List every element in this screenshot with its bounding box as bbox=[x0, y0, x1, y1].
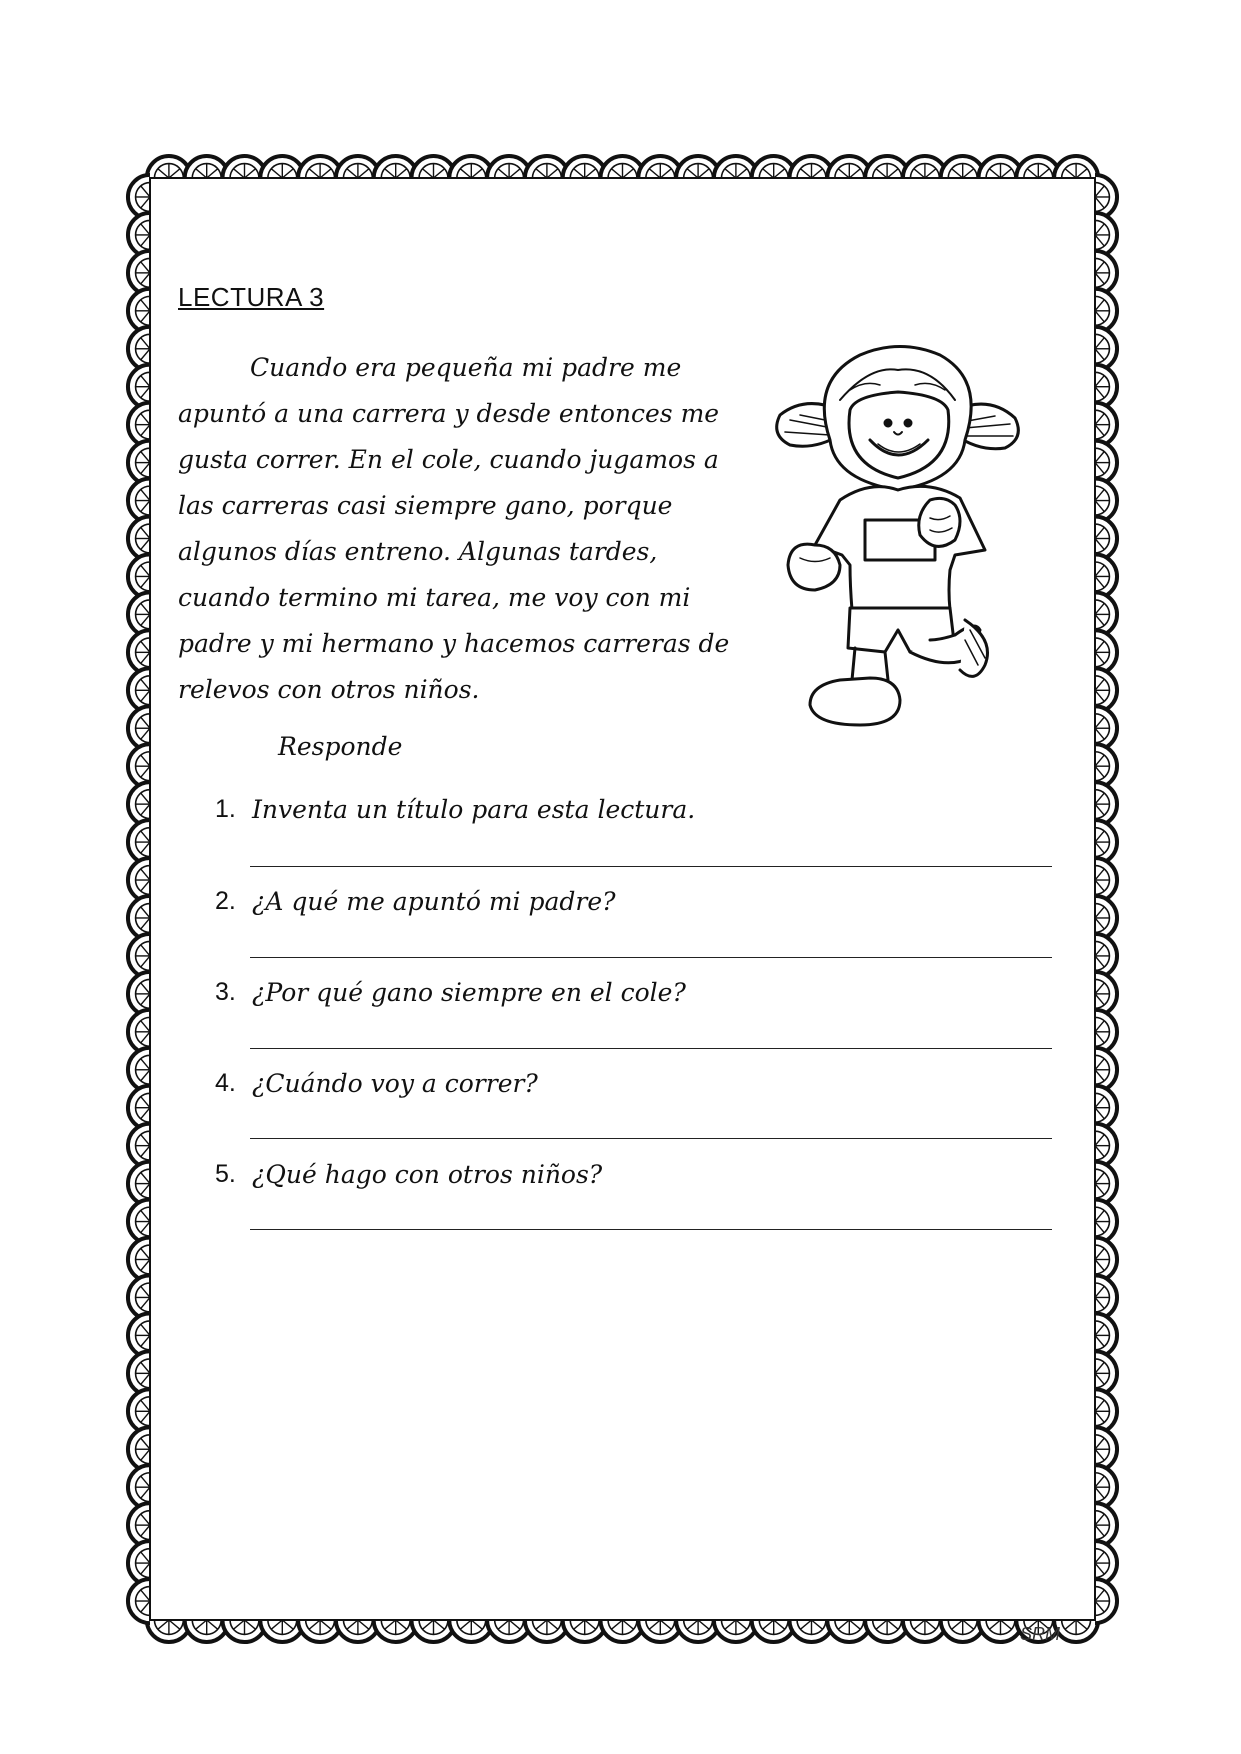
question-number: 4. bbox=[215, 1069, 236, 1097]
reading-line: padre y mi hermano y hacemos carreras de bbox=[178, 629, 730, 658]
question-number: 1. bbox=[215, 795, 236, 823]
reading-passage bbox=[178, 345, 768, 713]
reading-line: algunos días entreno. Algunas tardes, bbox=[178, 537, 658, 566]
answer-line-1[interactable] bbox=[250, 866, 1052, 867]
question-text: ¿A qué me apuntó mi padre? bbox=[252, 887, 616, 916]
question-text: ¿Cuándo voy a correr? bbox=[252, 1069, 538, 1098]
question-number: 3. bbox=[215, 978, 236, 1006]
reading-line: Cuando era pequeña mi padre me bbox=[250, 353, 682, 382]
reading-line: relevos con otros niños. bbox=[178, 675, 480, 704]
running-girl-icon bbox=[770, 340, 1040, 730]
reading-line: gusta correr. En el cole, cuando jugamos a bbox=[178, 445, 719, 474]
responde-prompt: Responde bbox=[278, 732, 403, 761]
reading-line: apuntó a una carrera y desde entonces me bbox=[178, 399, 720, 428]
author-signature: SRM bbox=[1020, 1624, 1060, 1644]
question-5 bbox=[215, 1160, 602, 1189]
question-text: ¿Qué hago con otros niños? bbox=[252, 1160, 603, 1189]
border-scallop bbox=[1054, 156, 1098, 178]
question-2 bbox=[215, 887, 616, 916]
question-text: Inventa un título para esta lectura. bbox=[252, 795, 696, 824]
reading-line: las carreras casi siempre gano, porque bbox=[178, 491, 673, 520]
border-scallop bbox=[1054, 1620, 1098, 1642]
answer-line-3[interactable] bbox=[250, 1048, 1052, 1049]
question-number: 5. bbox=[215, 1160, 236, 1188]
question-number: 2. bbox=[215, 887, 236, 915]
border-scallop bbox=[1095, 1579, 1117, 1623]
border-scallop bbox=[128, 1579, 150, 1623]
worksheet-title: LECTURA 3 bbox=[178, 282, 325, 312]
question-4 bbox=[215, 1069, 538, 1098]
answer-line-4[interactable] bbox=[250, 1138, 1052, 1139]
answer-line-2[interactable] bbox=[250, 957, 1052, 958]
question-3 bbox=[215, 978, 686, 1007]
question-1 bbox=[215, 795, 695, 824]
question-text: ¿Por qué gano siempre en el cole? bbox=[252, 978, 686, 1007]
reading-line: cuando termino mi tarea, me voy con mi bbox=[178, 583, 691, 612]
answer-line-5[interactable] bbox=[250, 1229, 1052, 1230]
